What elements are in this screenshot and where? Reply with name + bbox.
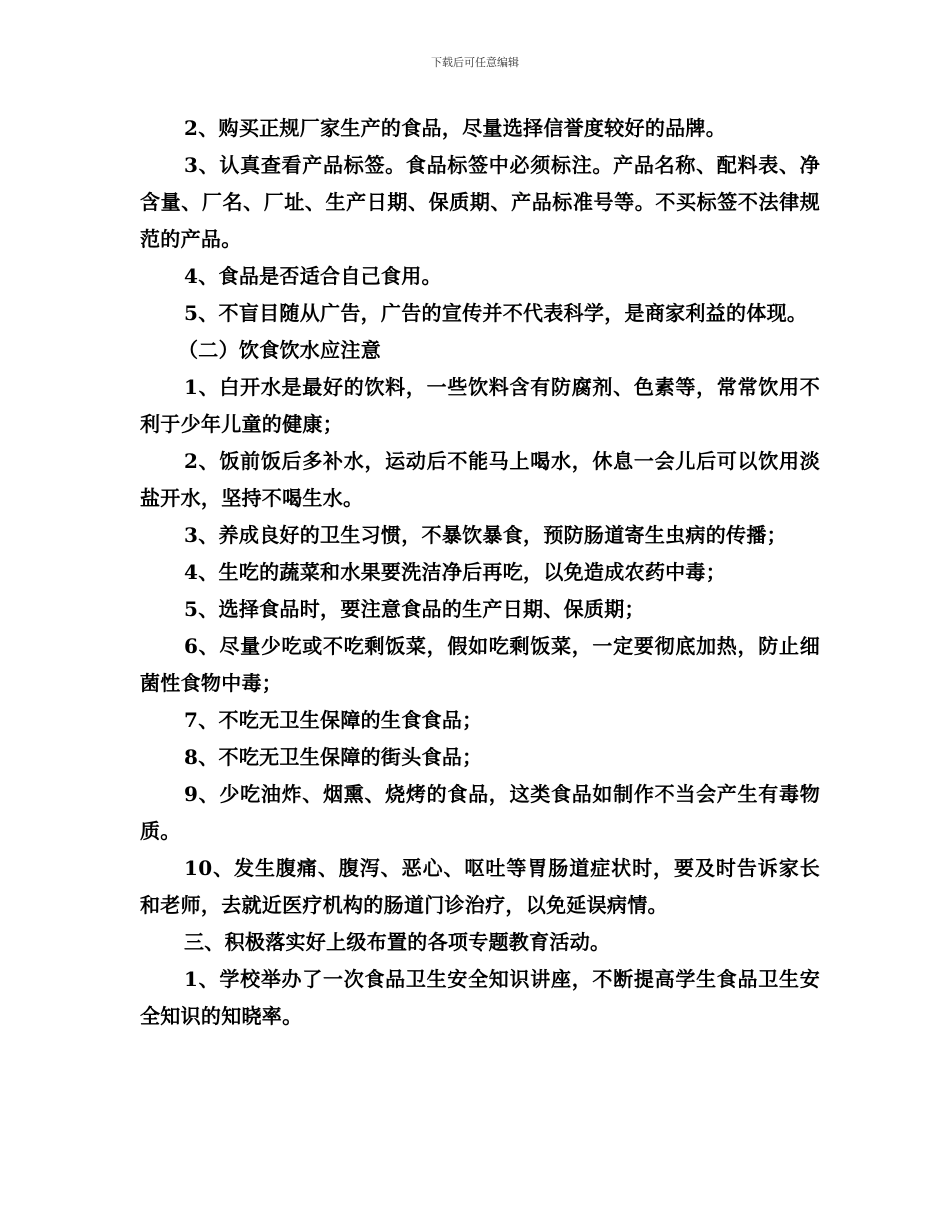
paragraph-hygiene-habits: 3、养成良好的卫生习惯，不暴饮暴食，预防肠道寄生虫病的传播； (184, 523, 787, 547)
paragraph-street-food: 8、不吃无卫生保障的街头食品； (184, 745, 483, 769)
paragraph-leftovers: 6、尽量少吃或不吃剩饭菜，假如吃剩饭菜，一定要彻底加热，防止细菌性食物中毒； (140, 634, 820, 695)
section-heading-activities: 三、积极落实好上级布置的各项专题教育活动。 (184, 930, 611, 954)
paragraph-advertising: 5、不盲目随从广告，广告的宣传并不代表科学，是商家利益的体现。 (184, 301, 808, 325)
document-body (140, 110, 820, 1035)
paragraph-symptoms: 10、发生腹痛、腹泻、恶心、呕吐等胃肠道症状时，要及时告诉家长和老师，去就近医疗机构的肠道门诊治疗，以免延误病情。 (140, 856, 820, 917)
paragraph-wash-vegetables: 4、生吃的蔬菜和水果要洗洁净后再吃，以免造成农药中毒； (184, 560, 727, 584)
paragraph-lecture: 1、学校举办了一次食品卫生安全知识讲座，不断提高学生食品卫生安全知识的知晓率。 (140, 967, 820, 1028)
paragraph-hydration: 2、饭前饭后多补水，运动后不能马上喝水，休息一会儿后可以饮用淡盐开水，坚持不喝生水。 (140, 449, 820, 510)
paragraph-buy-regular: 2、购买正规厂家生产的食品，尽量选择信誉度较好的品牌。 (184, 116, 727, 140)
paragraph-check-label: 3、认真查看产品标签。食品标签中必须标注。产品名称、配料表、净含量、厂名、厂址、生产日期、保质期、产品标准号等。不买标签不法律规范的产品。 (140, 153, 820, 251)
paragraph-raw-food: 7、不吃无卫生保障的生食食品； (184, 708, 483, 732)
paragraph-suitable: 4、食品是否适合自己食用。 (184, 264, 442, 288)
page-header-note: 下载后可任意编辑 (431, 56, 519, 69)
paragraph-check-dates: 5、选择食品时，要注意食品的生产日期、保质期； (184, 597, 645, 621)
paragraph-boiled-water: 1、白开水是最好的饮料，一些饮料含有防腐剂、色素等，常常饮用不利于少年儿童的健康； (140, 375, 820, 436)
section-heading-drinking: （二）饮食饮水应注意 (178, 338, 381, 362)
paragraph-fried-food: 9、少吃油炸、烟熏、烧烤的食品，这类食品如制作不当会产生有毒物质。 (140, 782, 820, 843)
